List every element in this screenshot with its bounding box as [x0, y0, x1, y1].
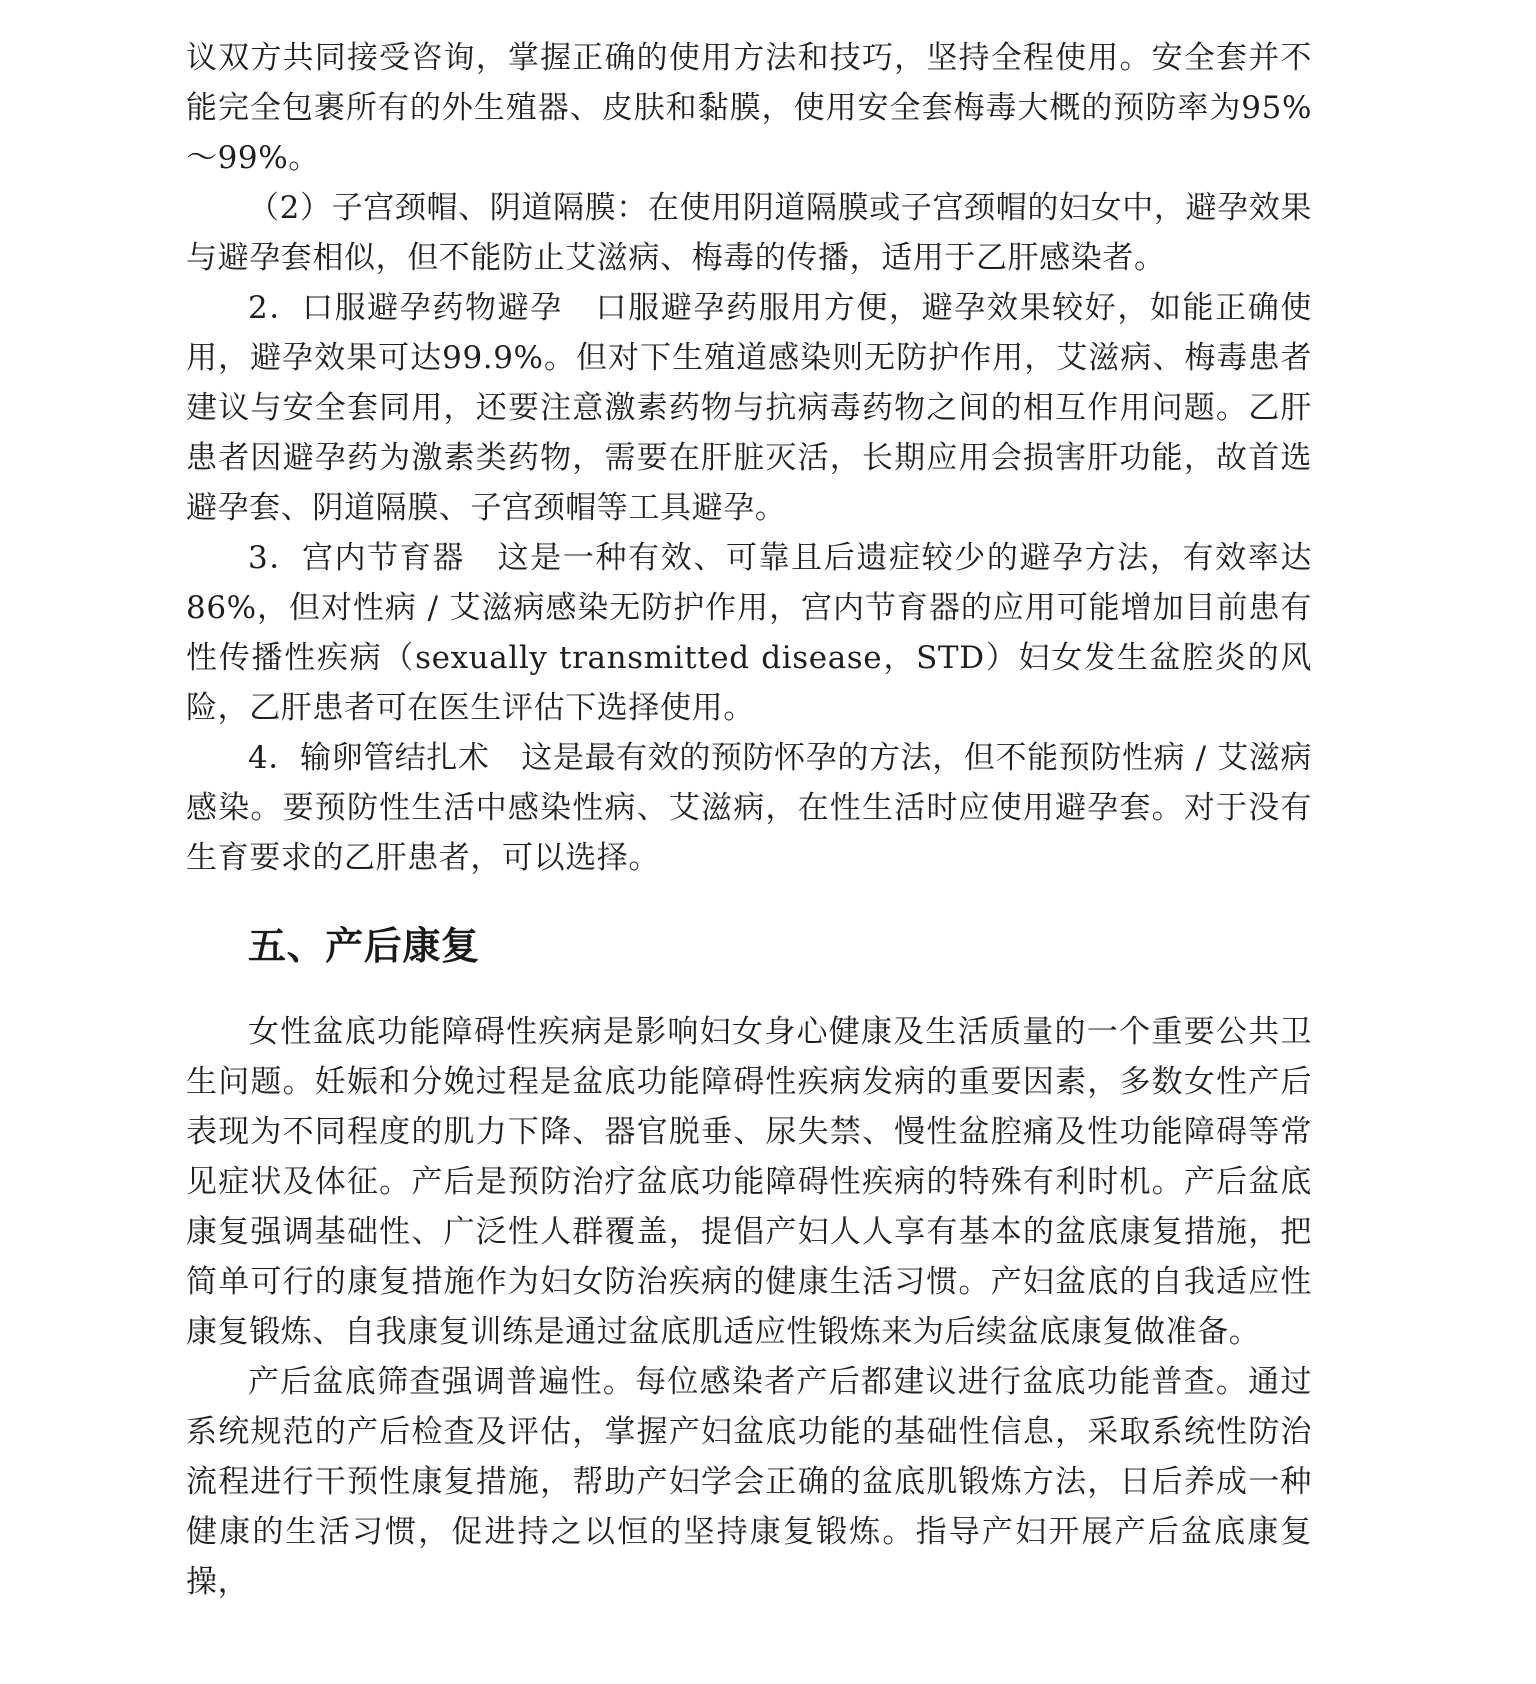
paragraph-iud — [186, 533, 1312, 733]
run-in-heading: 2．口服避孕药物避孕 — [248, 290, 563, 326]
paragraph-tubal-ligation — [186, 733, 1312, 883]
run-in-heading: 3．宫内节育器 — [248, 540, 466, 576]
paragraph-pelvic-floor-intro — [186, 1007, 1312, 1357]
paragraph-oral-contraceptives — [186, 283, 1312, 533]
paragraph-text: 议双方共同接受咨询，掌握正确的使用方法和技巧，坚持全程使用。安全套并不能完全包裹所有的外生殖器、皮肤和黏膜，使用安全套梅毒大概的预防率为95%～99%。 — [186, 40, 1312, 176]
document-page — [186, 33, 1312, 1607]
paragraph-condom-usage — [186, 33, 1312, 183]
paragraph-text: 这是最有效的预防怀孕的方法，但不能预防性病 / 艾滋病感染。要预防性生活中感染性病、艾滋病，在性生活时应使用避孕套。对于没有生育要求的乙肝患者，可以选择。 — [186, 740, 1312, 876]
paragraph-text: （2）子宫颈帽、阴道隔膜：在使用阴道隔膜或子宫颈帽的妇女中，避孕效果与避孕套相似，但不能防止艾滋病、梅毒的传播，适用于乙肝感染者。 — [186, 190, 1312, 276]
run-in-heading: 4．输卵管结扎术 — [248, 740, 490, 776]
paragraph-cervical-cap — [186, 183, 1312, 283]
paragraph-text: 女性盆底功能障碍性疾病是影响妇女身心健康及生活质量的一个重要公共卫生问题。妊娠和分娩过程是盆底功能障碍性疾病发病的重要因素，多数女性产后表现为不同程度的肌力下降、器官脱垂、尿失禁、慢性盆腔痛及性功能障碍等常见症状及体征。产后是预防治疗盆底功能障碍性疾病的特殊有利时机。产后盆底康复强调基础性、广泛性人群覆盖，提倡产妇人人享有基本的盆底康复措施，把简单可行的康复措施作为妇女防治疾病的健康生活习惯。产妇盆底的自我适应性康复锻炼、自我康复训练是通过盆底肌适应性锻炼来为后续盆底康复做准备。 — [186, 1014, 1312, 1350]
paragraph-text: 这是一种有效、可靠且后遗症较少的避孕方法，有效率达86%，但对性病 / 艾滋病感染无防护作用，宫内节育器的应用可能增加目前患有性传播性疾病（sexually transmitted disease，STD）妇女发生盆腔炎的风险，乙肝患者可在医生评估下选择使用。 — [186, 540, 1312, 726]
section-heading: 五、产后康复 — [248, 924, 480, 968]
paragraph-pelvic-floor-screening — [186, 1357, 1312, 1607]
paragraph-text: 口服避孕药服用方便，避孕效果较好，如能正确使用，避孕效果可达99.9%。但对下生殖道感染则无防护作用，艾滋病、梅毒患者建议与安全套同用，还要注意激素药物与抗病毒药物之间的相互作用问题。乙肝患者因避孕药为激素类药物，需要在肝脏灭活，长期应用会损害肝功能，故首选避孕套、阴道隔膜、子宫颈帽等工具避孕。 — [186, 290, 1312, 526]
paragraph-text: 产后盆底筛查强调普遍性。每位感染者产后都建议进行盆底功能普查。通过系统规范的产后检查及评估，掌握产妇盆底功能的基础性信息，采取系统性防治流程进行干预性康复措施，帮助产妇学会正确的盆底肌锻炼方法，日后养成一种健康的生活习惯，促进持之以恒的坚持康复锻炼。指导产妇开展产后盆底康复操， — [186, 1364, 1312, 1600]
